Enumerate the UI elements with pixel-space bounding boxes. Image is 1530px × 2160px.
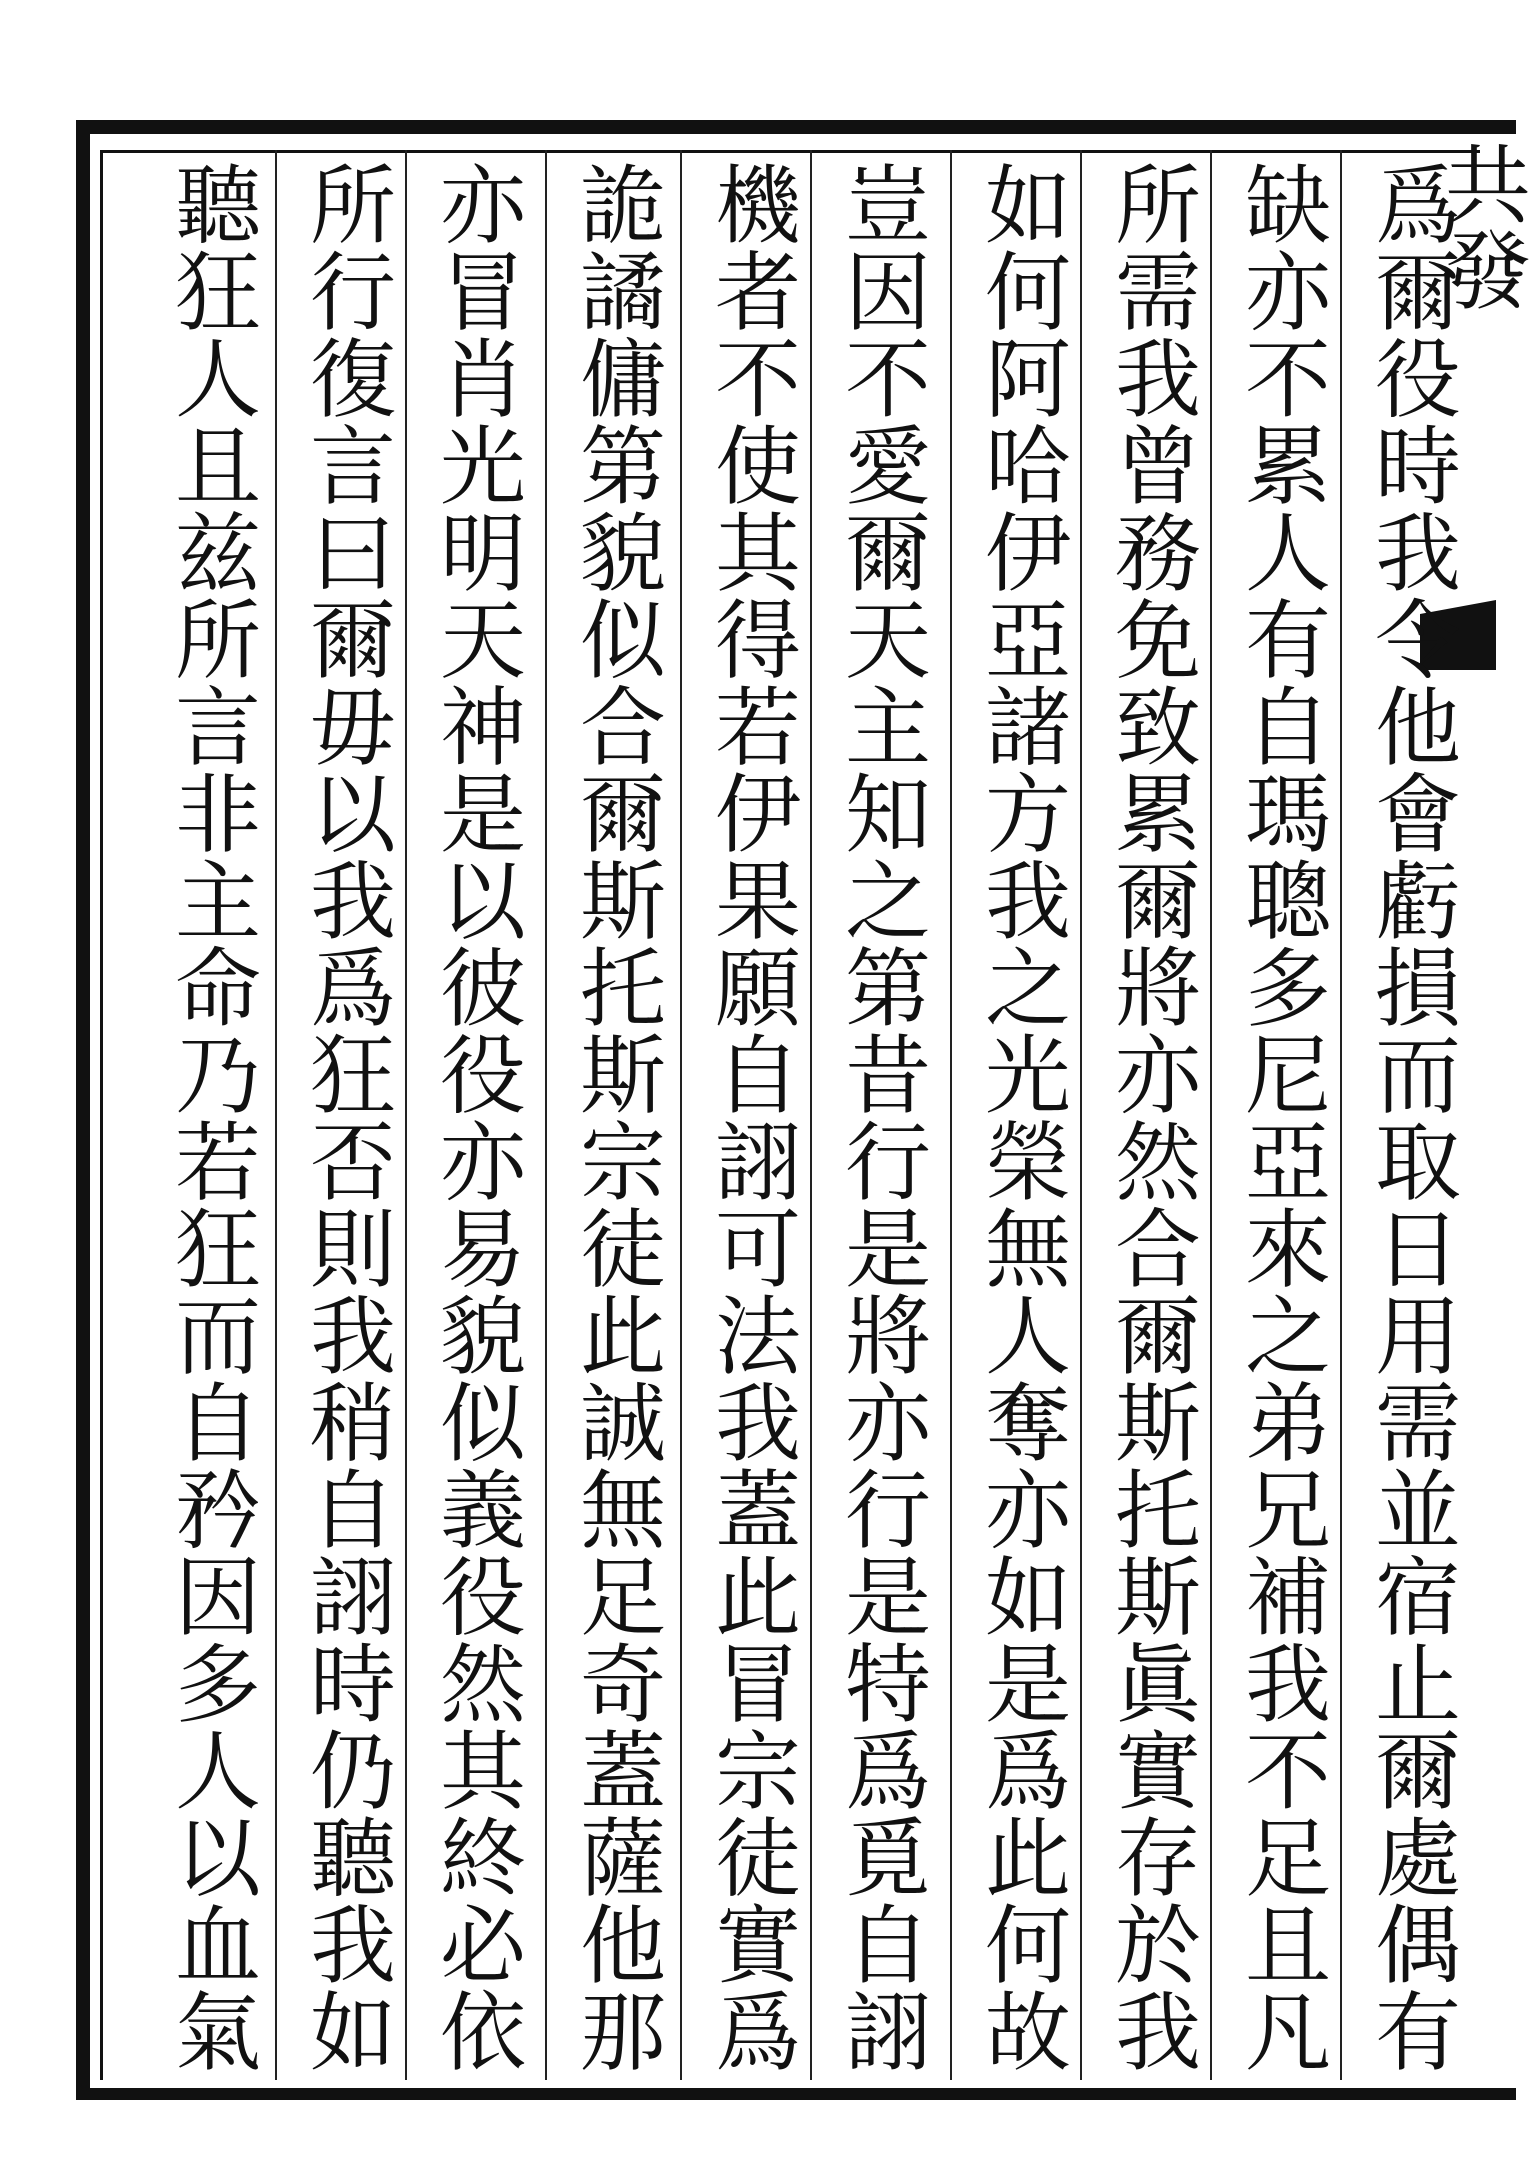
text-column-7: 詭譎傭第貌似合爾斯托斯宗徒此誠無足奇蓋薩他那 (565, 160, 665, 2074)
text-column-2: 缺亦不累人有自瑪聰多尼亞來之弟兄補我不足且凡 (1230, 160, 1330, 2074)
column-rule (545, 150, 547, 2080)
text-column-9: 所行復言曰爾毋以我爲狂否則我稍自詡時仍聽我如 (295, 160, 395, 2074)
text-column-5: 豈因不愛爾天主知之第昔行是將亦行是特爲覓自詡 (830, 160, 930, 2074)
text-column-8: 亦冒肖光明天神是以彼役亦易貌似義役然其終必依 (425, 160, 525, 2074)
column-rule (405, 150, 407, 2080)
column-rule (1340, 150, 1342, 2080)
column-rule (680, 150, 682, 2080)
column-rule (1210, 150, 1212, 2080)
text-column-4: 如何阿哈伊亞諸方我之光榮無人奪亦如是爲此何故 (970, 160, 1070, 2074)
text-column-1: 爲爾役時我令他會虧損而取日用需並宿止爾處偶有 (1360, 160, 1460, 2074)
text-column-10: 聽狂人且兹所言非主命乃若狂而自矜因多人以血氣 (160, 160, 260, 2074)
column-rule (275, 150, 277, 2080)
column-rule (810, 150, 812, 2080)
top-rule (100, 150, 1480, 153)
text-column-6: 機者不使其得若伊果願自詡可法我蓋此冒宗徒實爲 (700, 160, 800, 2074)
running-header: 共發 (1430, 140, 1530, 312)
text-column-3: 所需我曾務免致累爾將亦然合爾斯托斯眞實存於我 (1100, 160, 1200, 2074)
column-rule (950, 150, 952, 2080)
column-rule (1080, 150, 1082, 2080)
left-rule (100, 150, 103, 2080)
